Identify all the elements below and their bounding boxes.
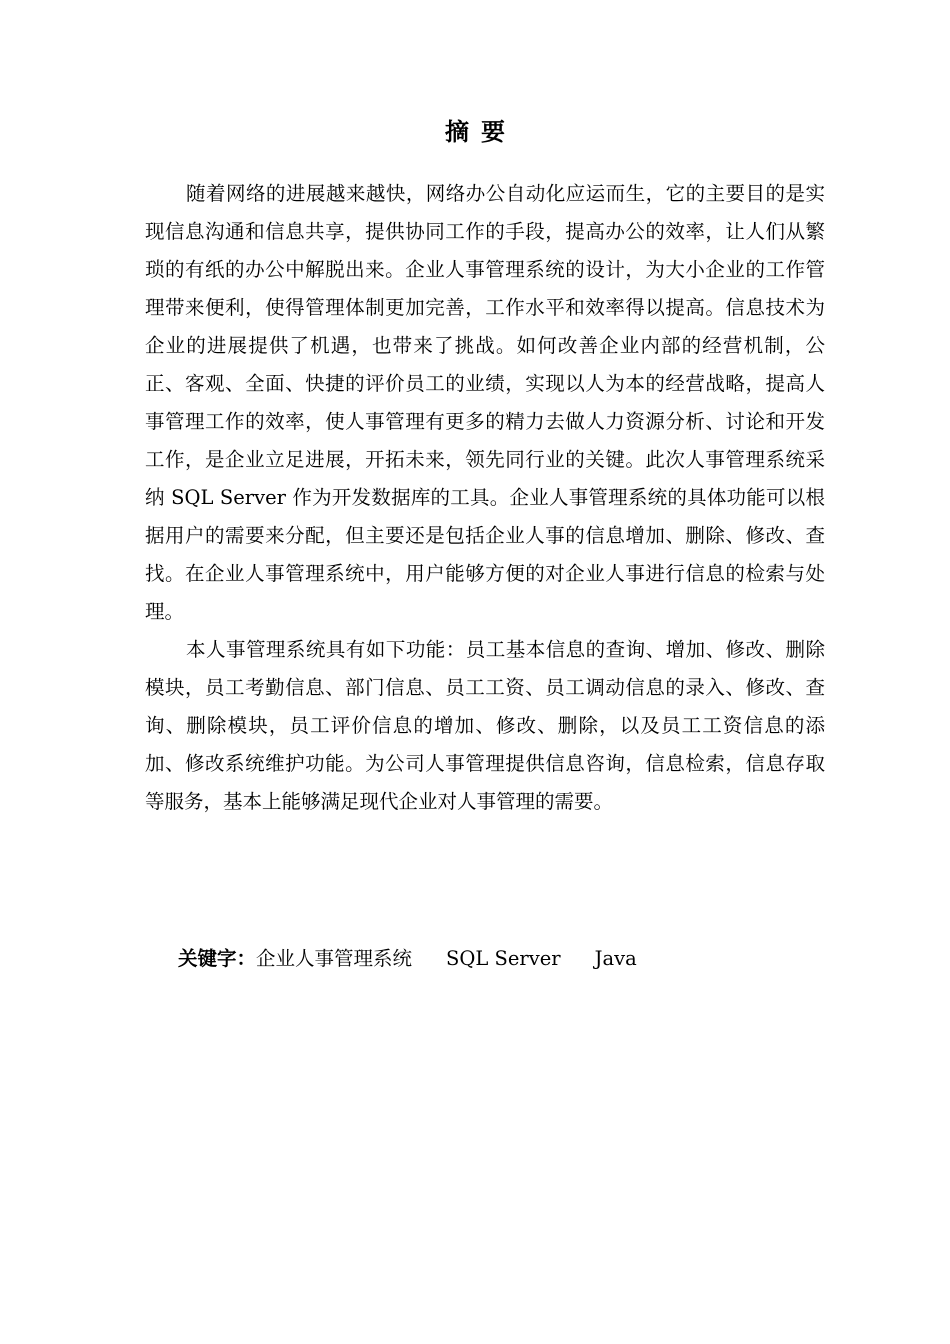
abstract-title: 摘要 (445, 118, 517, 146)
abstract-paragraph-1: 随着网络的进展越来越快，网络办公自动化应运而生，它的主要目的是实现信息沟通和信息共享，提供协同工作的手段，提高办公的效率，让人们从繁琐的有纸的办公中解脱出来。企业人事管理系统的设计，为大小企业的工作管理带来便利，使得管理体制更加完善，工作水平和效率得以提高。信息技术为企业的进展提供了机遇，也带来了挑战。如何改善企业内部的经营机制，公正、客观、全面、快捷的评价员工的业绩，实现以人为本的经营战略，提高人事管理工作的效率，使人事管理有更多的精力去做人力资源分析、讨论和开发工作，是企业立足进展，开拓未来，领先同行业的关键。此次人事管理系统采纳 SQL Server 作为开发数据库的工具。企业人事管理系统的具体功能可以根据用户的需要来分配，但主要还是包括企业人事的信息增加、删除、修改、查找。在企业人事管理系统中，用户能够方便的对企业人事进行信息的检索与处理。 (145, 182, 825, 623)
abstract-paragraph-2: 本人事管理系统具有如下功能：员工基本信息的查询、增加、修改、删除模块，员工考勤信息、部门信息、员工工资、员工调动信息的录入、修改、查询、删除模块，员工评价信息的增加、修改、删除，以及员工工资信息的添加、修改系统维护功能。为公司人事管理提供信息咨询，信息检索，信息存取等服务，基本上能够满足现代企业对人事管理的需要。 (145, 638, 825, 813)
keywords-label: 关键字： (178, 947, 257, 970)
keyword-item: 企业人事管理系统 (256, 947, 413, 970)
keyword-item: Java (594, 947, 637, 970)
abstract-body (145, 175, 825, 821)
keyword-item: SQL Server (446, 947, 561, 970)
keywords-line (178, 940, 637, 978)
